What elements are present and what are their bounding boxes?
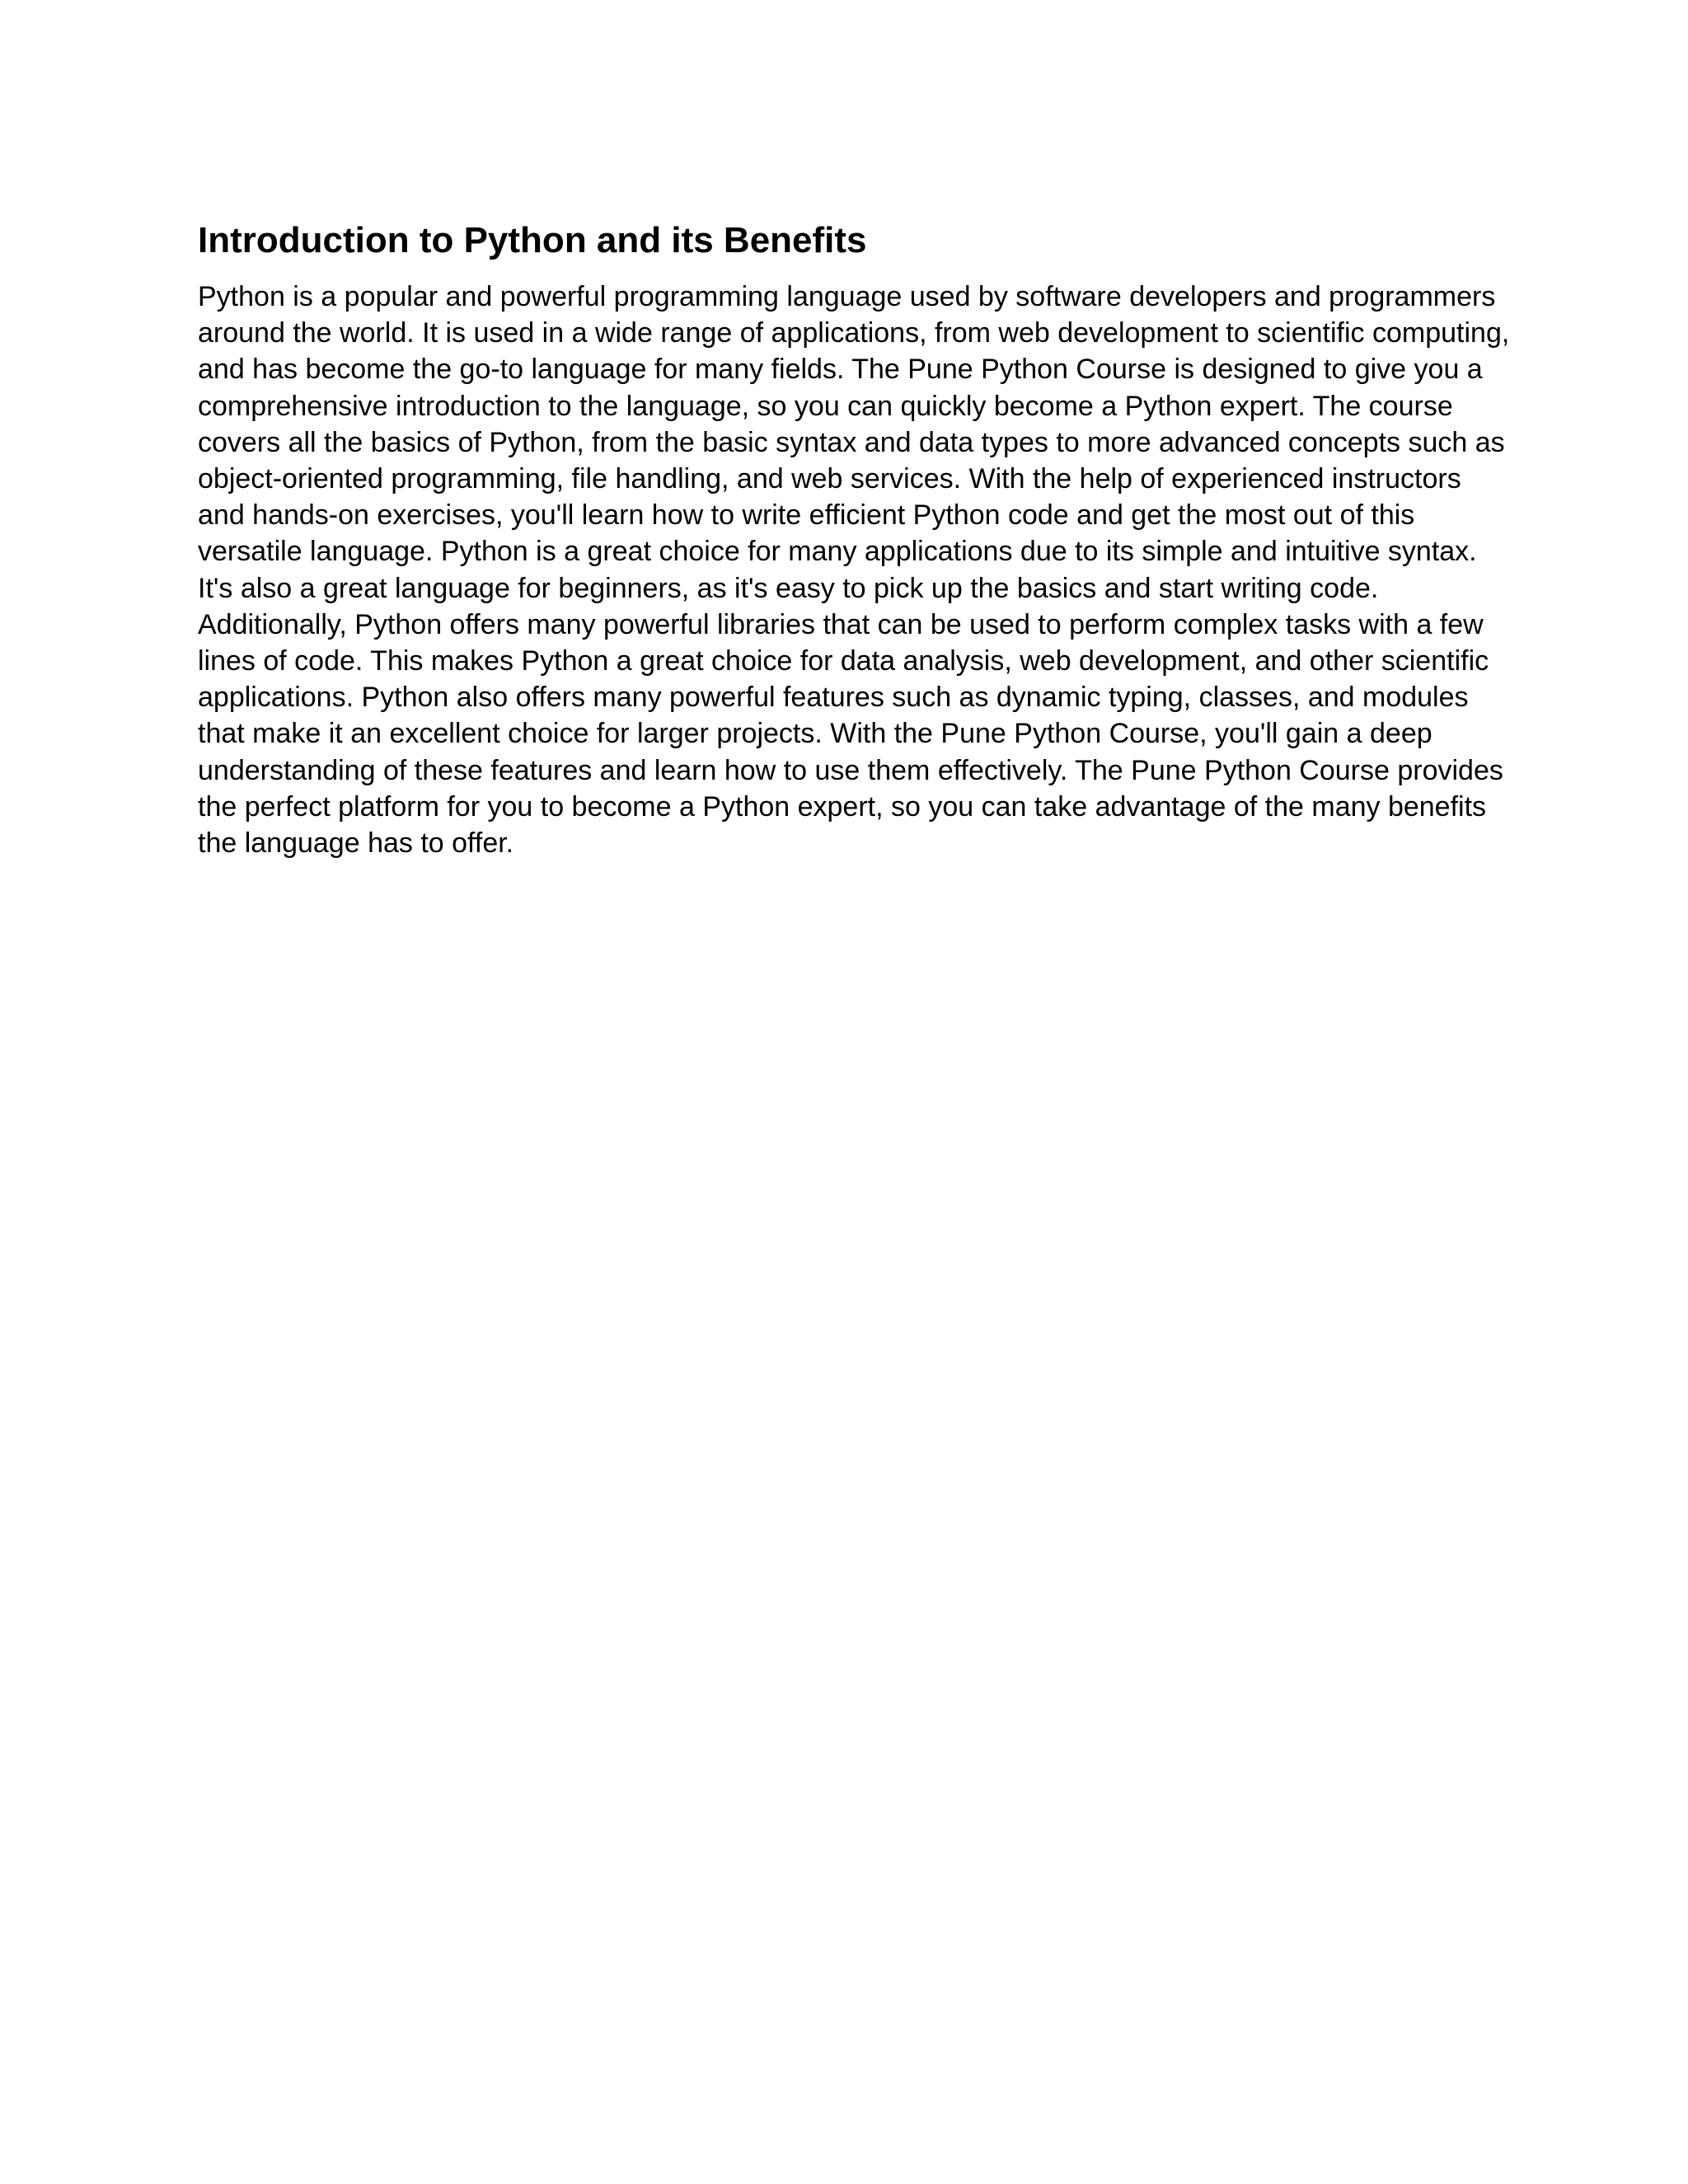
page-title: Introduction to Python and its Benefits [198, 220, 867, 260]
paragraph-line: applications. Python also offers many powerful features such as dynamic typing, classes, and modules [198, 682, 1469, 714]
paragraph-line: lines of code. This makes Python a great choice for data analysis, web development, and other scientific [198, 645, 1489, 677]
paragraph-line: understanding of these features and learn how to use them effectively. The Pune Python Course provides [198, 754, 1503, 786]
paragraph-line: covers all the basics of Python, from the basic syntax and data types to more advanced concepts such as [198, 426, 1505, 458]
paragraph-line: It's also a great language for beginners, as it's easy to pick up the basics and start writing code. [198, 572, 1379, 604]
body-paragraph [198, 279, 1510, 861]
document-content [198, 216, 1510, 861]
paragraph-line: that make it an excellent choice for larger projects. With the Pune Python Course, you'll gain a deep [198, 718, 1432, 750]
paragraph-line: Additionally, Python offers many powerful libraries that can be used to perform complex tasks with a few [198, 608, 1484, 640]
paragraph-line: and hands-on exercises, you'll learn how to write efficient Python code and get the most out of this [198, 499, 1415, 532]
paragraph-line: the language has to offer. [198, 827, 514, 860]
paragraph-line: comprehensive introduction to the language, so you can quickly become a Python expert. The course [198, 390, 1453, 422]
paragraph-line: and has become the go-to language for many fields. The Pune Python Course is designed to give you a [198, 354, 1483, 386]
paragraph-line: Python is a popular and powerful programming language used by software developers and programmers [198, 281, 1496, 312]
paragraph-line: versatile language. Python is a great choice for many applications due to its simple and intuitive syntax. [198, 536, 1477, 568]
paragraph-line: object-oriented programming, file handling, and web services. With the help of experienced instructors [198, 463, 1461, 495]
paragraph-line: the perfect platform for you to become a Python expert, so you can take advantage of the many benefits [198, 790, 1487, 823]
paragraph-line: around the world. It is used in a wide range of applications, from web development to scientific computing, [198, 317, 1510, 349]
